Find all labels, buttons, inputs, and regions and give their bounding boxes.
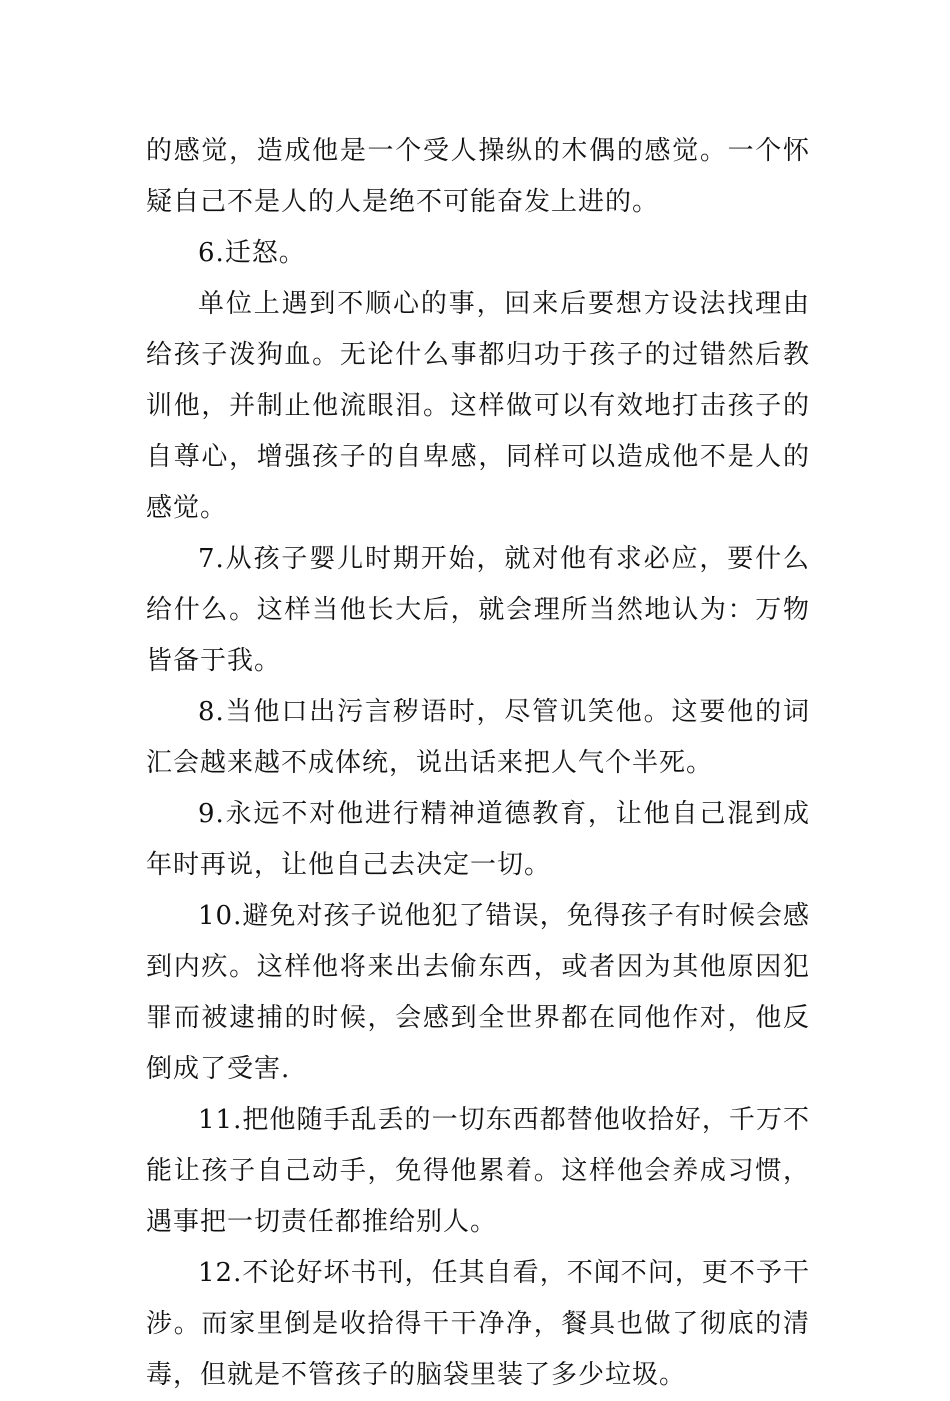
paragraph-item-6-heading: 6.迁怒。: [198, 238, 306, 268]
paragraph-item-6-body: 单位上遇到不顺心的事，回来后要想方设法找理由给孩子泼狗血。无论什么事都归功于孩子的过错然后教训他，并制止他流眼泪。这样做可以有效地打击孩子的自尊心，增强孩子的自卑感，同样可以造成他不是人的感觉。: [146, 289, 810, 523]
paragraph-continuation: 的感觉，造成他是一个受人操纵的木偶的感觉。一个怀疑自己不是人的人是绝不可能奋发上进的。: [146, 136, 810, 217]
paragraph-item-8: 8.当他口出污言秽语时，尽管讥笑他。这要他的词汇会越来越不成体统，说出话来把人气个半死。: [146, 697, 810, 778]
paragraph-item-12: 12.不论好坏书刊，任其自看，不闻不问，更不予干涉。而家里倒是收拾得干干净净，餐具也做了彻底的清毒，但就是不管孩子的脑袋里装了多少垃圾。: [146, 1258, 810, 1390]
paragraph-item-11: 11.把他随手乱丢的一切东西都替他收拾好，千万不能让孩子自己动手，免得他累着。这样他会养成习惯，遇事把一切责任都推给别人。: [146, 1105, 810, 1237]
paragraph-item-10: 10.避免对孩子说他犯了错误，免得孩子有时候会感到内疚。这样他将来出去偷东西，或者因为其他原因犯罪而被逮捕的时候，会感到全世界都在同他作对，他反倒成了受害.: [146, 901, 810, 1084]
paragraph-item-7: 7.从孩子婴儿时期开始，就对他有求必应，要什么给什么。这样当他长大后，就会理所当然地认为：万物皆备于我。: [146, 544, 810, 676]
document-body: [146, 126, 810, 1401]
paragraph-item-9: 9.永远不对他进行精神道德教育，让他自己混到成年时再说，让他自己去决定一切。: [146, 799, 810, 880]
